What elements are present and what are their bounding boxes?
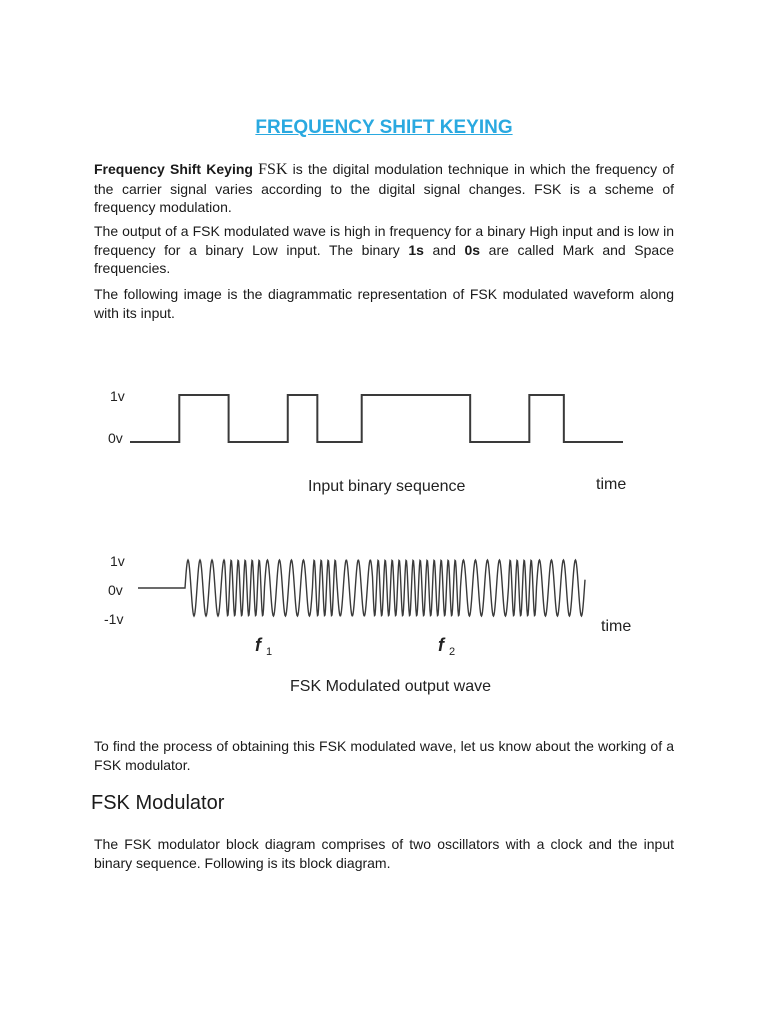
output-caption: FSK Modulated output wave [290, 678, 492, 695]
input-label-low: 0v [108, 430, 123, 446]
para2-part1: The output of a FSK modulated wave is high in frequency for a binary High input and is low in frequency for a binary Low input. The binary [94, 223, 674, 258]
intro-rest: is the digital modulation technique in which the frequency of the carrier signal varies according to the digital signal changes. FSK is a scheme of frequency modulation. [94, 161, 674, 215]
input-binary-waveform [130, 395, 623, 442]
f2-subscript: 2 [449, 646, 456, 658]
output-label-high: 1v [110, 553, 125, 569]
section-heading: FSK Modulator [91, 792, 225, 814]
page-title: FREQUENCY SHIFT KEYING [255, 117, 513, 138]
input-caption: Input binary sequence [308, 478, 466, 495]
intro-abbrev: FSK [258, 161, 288, 178]
modulator-intro-paragraph: To find the process of obtaining this FSK modulated wave, let us know about the working of a FSK modulator. [94, 738, 674, 773]
para2-part2: are called Mark and Space frequencies. [94, 241, 674, 276]
intro-bold-term: Frequency Shift Keying [94, 161, 253, 177]
output-time-label: time [601, 618, 632, 635]
para2-zeros: 0s [464, 241, 481, 258]
intro-paragraph [94, 160, 674, 217]
f2-symbol: f [438, 635, 444, 655]
f1-symbol: f [255, 635, 261, 655]
figure-intro-paragraph: The following image is the diagrammatic representation of FSK modulated waveform along with its input. [94, 286, 674, 321]
fsk-output-waveform [138, 560, 585, 616]
output-label-low: -1v [104, 611, 124, 627]
modulator-description-paragraph: The FSK modulator block diagram comprises of two oscillators with a clock and the input binary sequence. Following is its block diagram. [94, 836, 674, 871]
mark-space-paragraph [94, 222, 674, 278]
input-time-label: time [596, 476, 627, 493]
para2-ones: 1s [408, 241, 424, 258]
fsk-waveform-figure [0, 370, 768, 710]
output-label-zero: 0v [108, 582, 123, 598]
input-label-high: 1v [110, 388, 125, 404]
para2-and: and [423, 241, 465, 258]
f1-subscript: 1 [266, 646, 273, 658]
